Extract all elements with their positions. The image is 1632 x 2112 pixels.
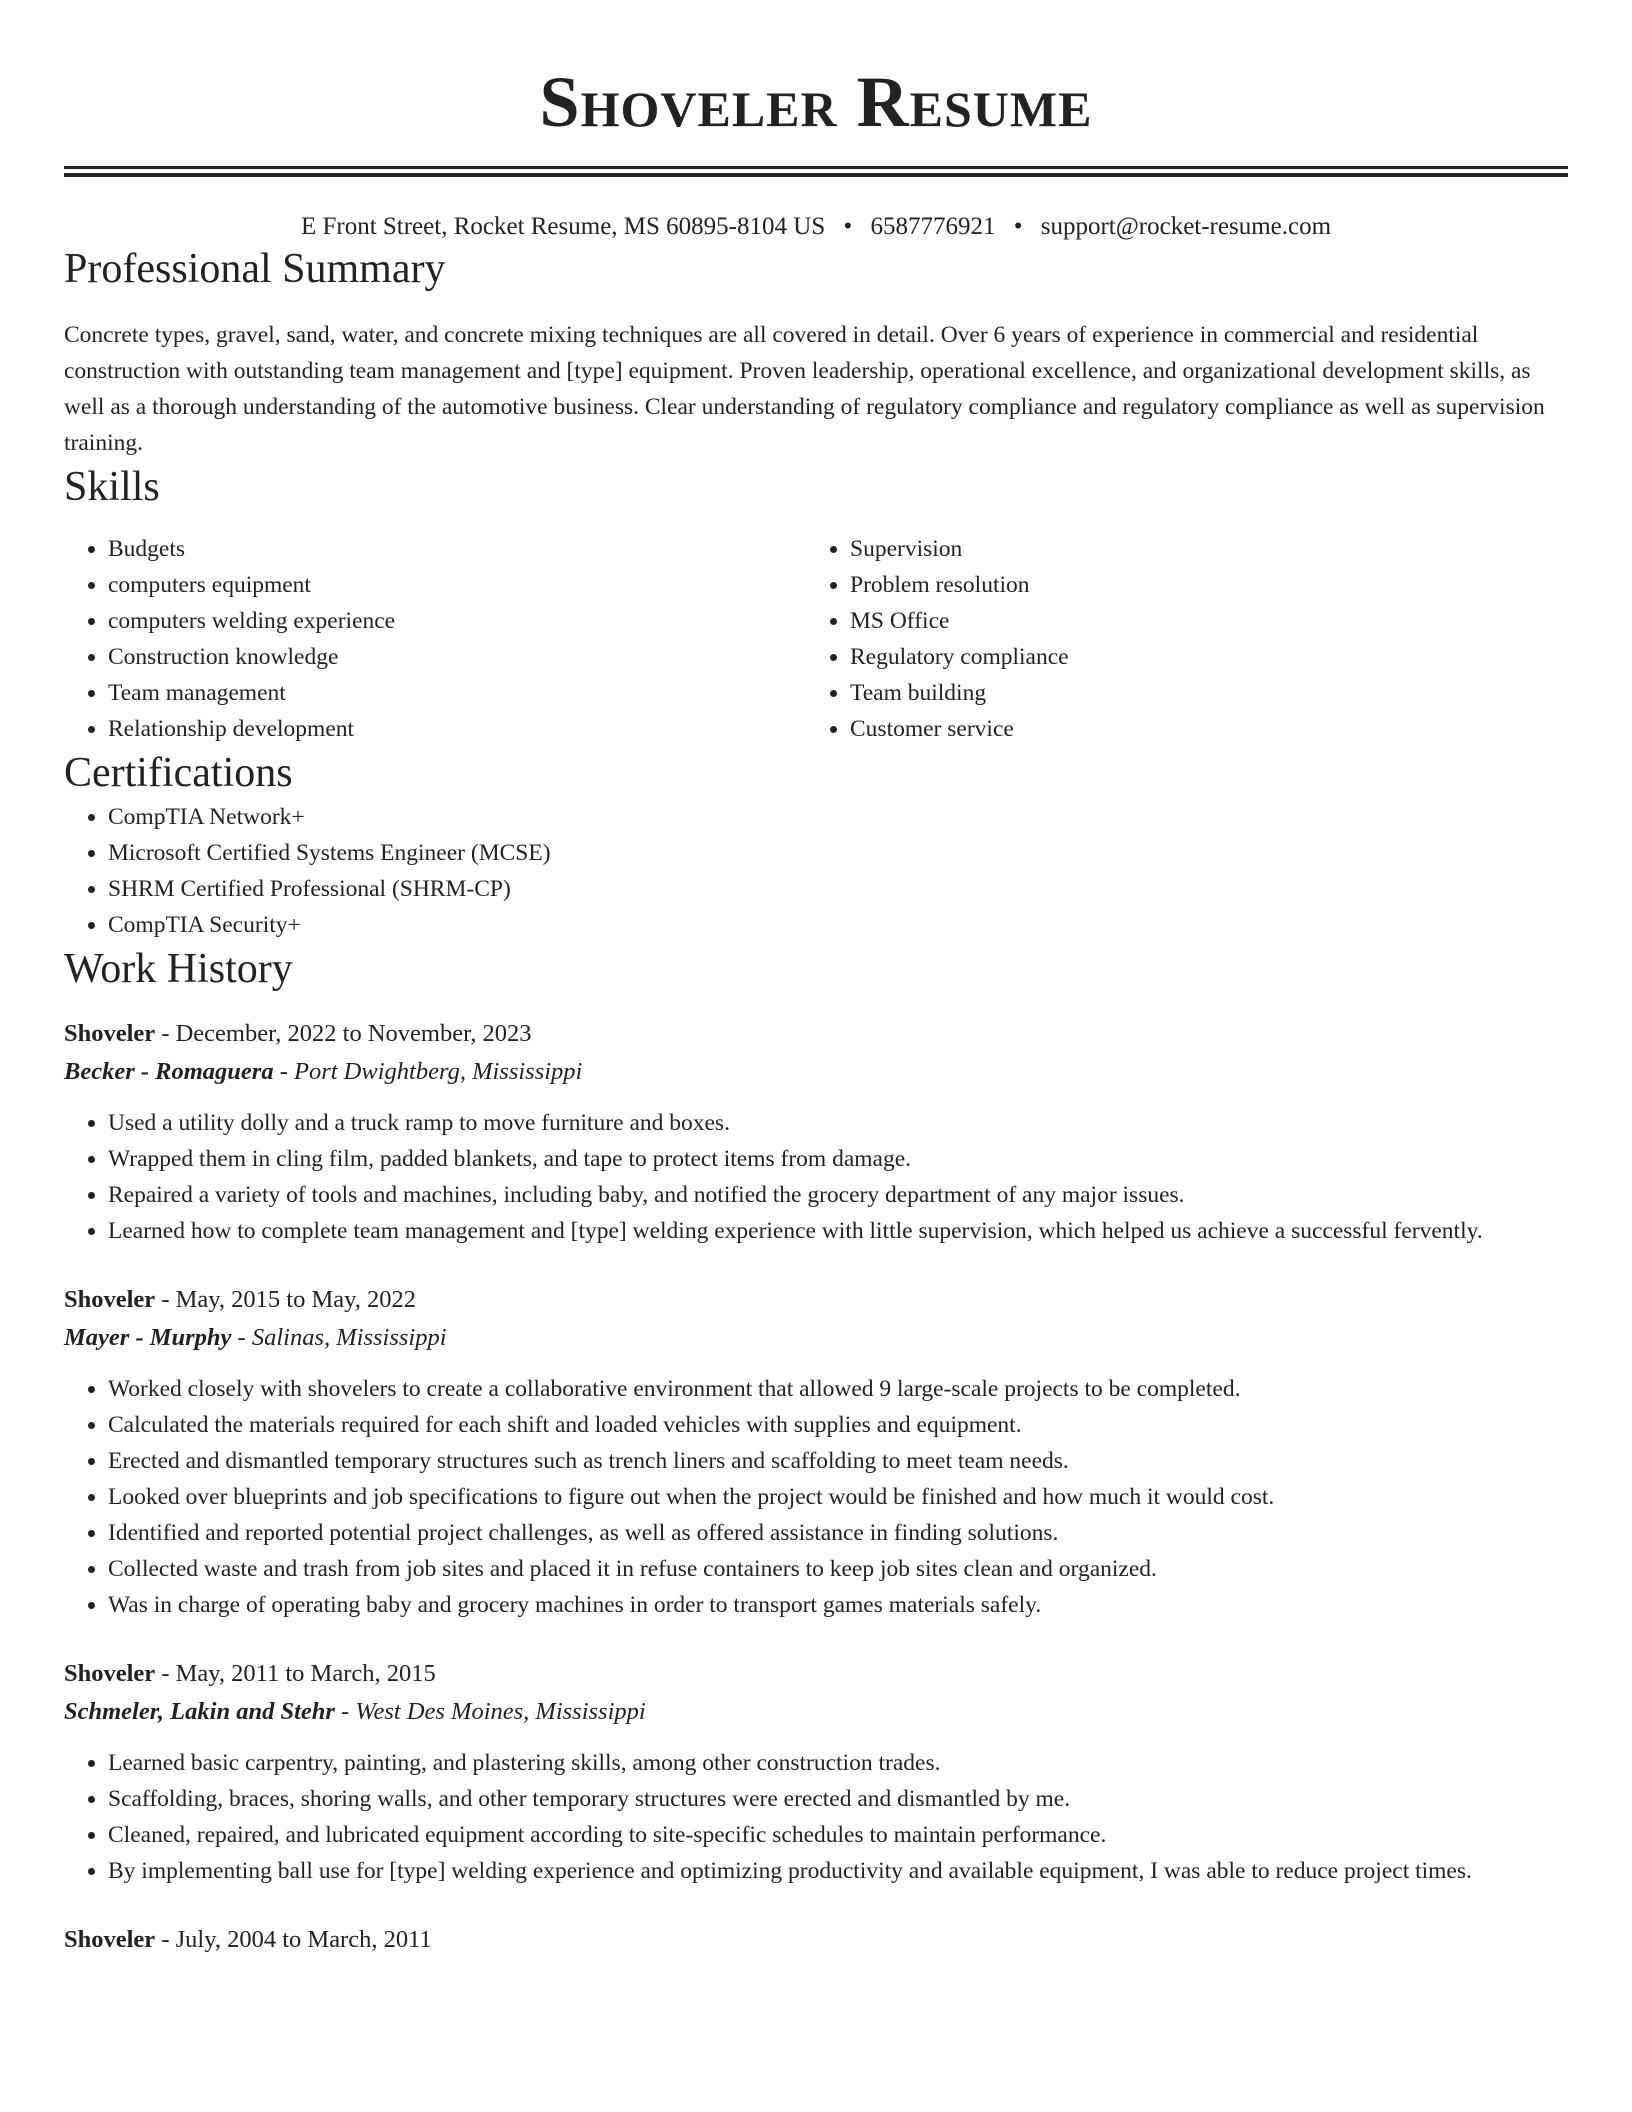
job-dates: - December, 2022 to November, 2023 xyxy=(155,1020,532,1047)
skill-item: • Team building xyxy=(850,675,1548,711)
job-entry xyxy=(64,1921,1568,1959)
job-bullet: • Scaffolding, braces, shoring walls, and other temporary structures were erected and dismantled by me. xyxy=(108,1781,1568,1817)
certification-item: • CompTIA Network+ xyxy=(108,799,1568,835)
skill-item: • Regulatory compliance xyxy=(850,639,1548,675)
skills-column-right xyxy=(806,531,1548,747)
skill-item: • computers welding experience xyxy=(108,603,806,639)
skill-item: • Construction knowledge xyxy=(108,639,806,675)
contact-email: support@rocket-resume.com xyxy=(1040,213,1332,240)
job-bullet: • Repaired a variety of tools and machines, including baby, and notified the grocery department of any major issues. xyxy=(108,1177,1568,1213)
skill-item: • Budgets xyxy=(108,531,806,567)
job-title-line xyxy=(64,1921,1568,1959)
job-bullet: • Cleaned, repaired, and lubricated equipment according to site-specific schedules to maintain performance. xyxy=(108,1817,1568,1853)
certification-item: • CompTIA Security+ xyxy=(108,907,1568,943)
job-company-line xyxy=(64,1319,1568,1357)
skill-item: • Relationship development xyxy=(108,711,806,747)
certification-item: • SHRM Certified Professional (SHRM-CP) xyxy=(108,871,1568,907)
job-entry xyxy=(64,1655,1568,1889)
skill-item: • computers equipment xyxy=(108,567,806,603)
job-bullet: • Identified and reported potential project challenges, as well as offered assistance in finding solutions. xyxy=(108,1515,1568,1551)
summary-heading: Professional Summary xyxy=(64,246,446,292)
job-location: - West Des Moines, Mississippi xyxy=(334,1698,646,1725)
job-bullet: • Learned basic carpentry, painting, and plastering skills, among other construction trades. xyxy=(108,1745,1568,1781)
job-title-line xyxy=(64,1281,1568,1319)
job-title: Shoveler xyxy=(64,1926,156,1953)
job-bullet: • Collected waste and trash from job sites and placed it in refuse containers to keep job sites clean and organized. xyxy=(108,1551,1568,1587)
job-company: Schmeler, Lakin and Stehr xyxy=(64,1698,335,1725)
skill-item: • Supervision xyxy=(850,531,1548,567)
skills-grid xyxy=(64,531,1568,747)
contact-separator: • xyxy=(1013,213,1023,240)
job-company: Mayer - Murphy xyxy=(64,1324,232,1351)
skills-column-left xyxy=(64,531,806,747)
job-bullet: • Wrapped them in cling film, padded blankets, and tape to protect items from damage. xyxy=(108,1141,1568,1177)
job-bullets xyxy=(64,1371,1568,1623)
skill-item: • Customer service xyxy=(850,711,1548,747)
job-title: Shoveler xyxy=(64,1020,156,1047)
job-company-line xyxy=(64,1053,1568,1091)
job-bullets xyxy=(64,1105,1568,1249)
job-dates: - May, 2015 to May, 2022 xyxy=(155,1286,417,1313)
certification-item: • Microsoft Certified Systems Engineer (MCSE) xyxy=(108,835,1568,871)
job-title: Shoveler xyxy=(64,1286,156,1313)
job-entry xyxy=(64,1281,1568,1623)
skills-list-right xyxy=(806,531,1548,747)
skill-item: • Problem resolution xyxy=(850,567,1548,603)
skill-item: • Team management xyxy=(108,675,806,711)
job-bullet: • Worked closely with shovelers to create a collaborative environment that allowed 9 large-scale projects to be completed. xyxy=(108,1371,1568,1407)
contact-address: E Front Street, Rocket Resume, MS 60895-8104 US xyxy=(300,213,826,240)
work-history-heading: Work History xyxy=(64,946,293,992)
job-dates: - May, 2011 to March, 2015 xyxy=(155,1660,436,1687)
contact-separator: • xyxy=(843,213,853,240)
job-bullet: • Calculated the materials required for each shift and loaded vehicles with supplies and equipment. xyxy=(108,1407,1568,1443)
job-title: Shoveler xyxy=(64,1660,156,1687)
job-entry xyxy=(64,1015,1568,1249)
skills-heading: Skills xyxy=(64,464,160,510)
summary-text: Concrete types, gravel, sand, water, and concrete mixing techniques are all covered in detail. Over 6 years of experience in commercial and residential construction with outstanding team management and [type] equipment. Proven leadership, operational excellence, and organizational development skills, as well as a thorough understanding of the automotive business. Clear understanding of regulatory compliance and regulatory compliance as well as supervision training. xyxy=(64,322,1545,456)
job-bullet: • Erected and dismantled temporary structures such as trench liners and scaffolding to meet team needs. xyxy=(108,1443,1568,1479)
resume-title: Shoveler Resume xyxy=(539,62,1093,142)
job-bullet: • Learned how to complete team management and [type] welding experience with little supervision, which helped us achieve a successful fervently. xyxy=(108,1213,1568,1249)
job-title-line xyxy=(64,1015,1568,1053)
contact-line xyxy=(64,211,1568,243)
job-bullets xyxy=(64,1745,1568,1889)
skill-item: • MS Office xyxy=(850,603,1548,639)
title-divider xyxy=(64,166,1568,177)
job-title-line xyxy=(64,1655,1568,1693)
job-dates: - July, 2004 to March, 2011 xyxy=(155,1926,432,1953)
job-bullet: • By implementing ball use for [type] welding experience and optimizing productivity and available equipment, I was able to reduce project times. xyxy=(108,1853,1568,1889)
job-company-line xyxy=(64,1693,1568,1731)
job-bullet: • Was in charge of operating baby and grocery machines in order to transport games materials safely. xyxy=(108,1587,1568,1623)
contact-phone: 6587776921 xyxy=(870,213,996,240)
certifications-heading: Certifications xyxy=(64,750,293,796)
job-bullet: • Looked over blueprints and job specifications to figure out when the project would be finished and how much it would cost. xyxy=(108,1479,1568,1515)
job-location: - Port Dwightberg, Mississippi xyxy=(273,1058,583,1085)
job-company: Becker - Romaguera xyxy=(64,1058,274,1085)
job-location: - Salinas, Mississippi xyxy=(231,1324,447,1351)
skills-list-left xyxy=(64,531,806,747)
certifications-list xyxy=(64,799,1568,943)
job-bullet: • Used a utility dolly and a truck ramp to move furniture and boxes. xyxy=(108,1105,1568,1141)
